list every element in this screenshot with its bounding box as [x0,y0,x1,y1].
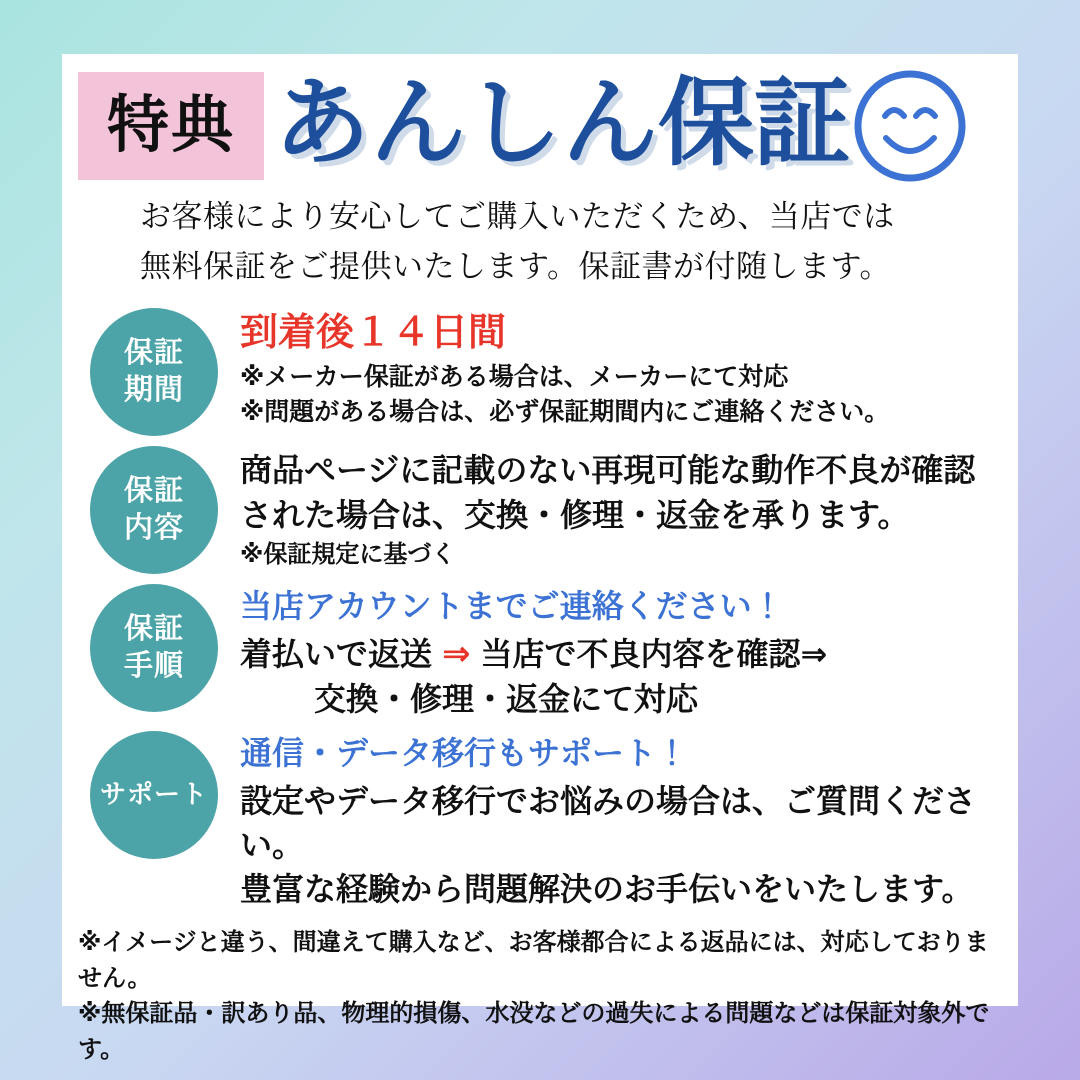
benefit-badge-label: 特典 [106,91,235,160]
bubble-line-1: 保証 [123,612,184,645]
coverage-note: ※保証規定に基づく [240,540,456,568]
intro-line-2: 無料保証をご提供いたします。保証書が付随します。 [140,249,892,285]
procedure-step-1: 着払いで返送 [240,636,433,673]
bubble-line-1: 保証 [123,474,184,507]
bubble-line-1: 保証 [123,336,184,369]
smiley-face-icon [852,68,968,184]
section-warranty-coverage [62,446,1018,574]
support-headline: 通信・データ移行もサポート！ [240,735,689,772]
bubble-warranty-procedure [90,584,218,712]
procedure-headline: 当店アカウントまでご連絡ください！ [240,588,784,625]
header [62,54,1018,182]
footer-line-1: ※イメージと違う、間違えて購入など、お客様都合による返品には、対応しておりません。 [78,929,989,992]
support-line-1: 設定やデータ移行でお悩みの場合は、ご質問ください。 [240,782,977,863]
bubble-warranty-coverage [90,446,218,574]
procedure-step-3: 交換・修理・返金にて対応 [314,680,699,717]
period-note-2: ※問題がある場合は、必ず保証期間内にご連絡ください。 [240,398,890,427]
section-warranty-period [62,308,1018,436]
intro-line-1: お客様により安心してご購入いただくため、当店では [140,199,895,234]
bubble-support [90,731,218,859]
procedure-step-2: 当店で不良内容を確認⇒ [480,636,828,673]
section-body [218,446,1018,571]
bubble-line-2: 手順 [123,650,184,683]
sections [62,308,1018,911]
benefit-badge [78,72,264,180]
section-support [62,731,1018,911]
support-line-2: 豊富な経験から問題解決のお手伝いをいたします。 [240,871,974,908]
intro-text [140,192,1018,292]
period-headline: 到着後１４日間 [240,312,507,355]
coverage-line-1: 商品ページに記載のない再現可能な動作不良が確認 [240,452,976,489]
bubble-line-1: サポート [99,779,208,810]
bubble-warranty-period [90,308,218,436]
section-warranty-procedure [62,584,1018,721]
warranty-card [62,54,1018,1063]
footer-disclaimer [78,925,1018,1067]
period-note-1: ※メーカー保証がある場合は、メーカーにて対応 [240,362,789,391]
procedure-flow [240,632,1018,678]
bubble-line-2: 期間 [123,374,184,407]
page-title: あんしん保証 [274,70,850,177]
arrow-right-icon: ⇒ [442,635,471,674]
coverage-line-2: された場合は、交換・修理・返金を承ります。 [240,496,910,533]
section-body [218,731,1018,911]
section-body [218,308,1018,431]
section-body [218,584,1018,721]
footer-line-2: ※無保証品・訳あり品、物理的損傷、水没などの過失による問題などは保証対象外です。 [78,1000,990,1063]
bubble-line-2: 内容 [123,512,184,545]
